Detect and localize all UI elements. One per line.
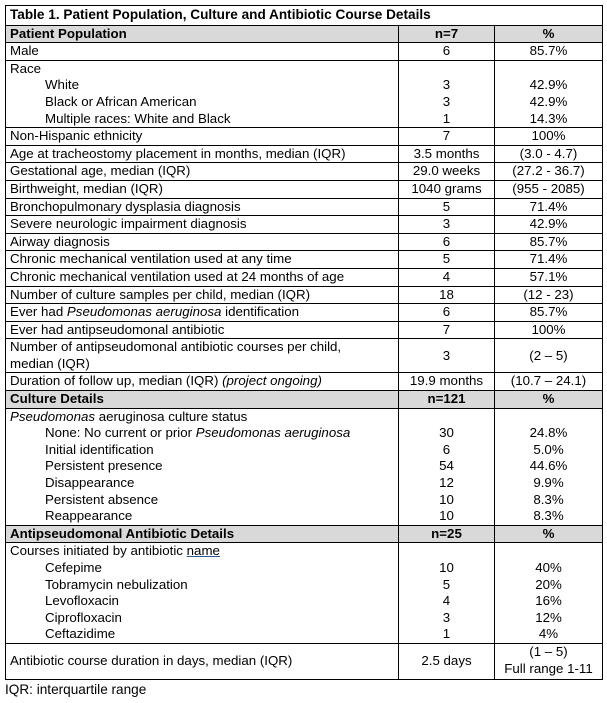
antibiotic-label: Tobramycin nebulization [45, 576, 188, 592]
label-post: aeruginosa culture status [95, 408, 248, 424]
row-n: 2.5 days [399, 643, 495, 679]
label-pre: Ever had [10, 304, 67, 320]
header-n: n=7 [399, 25, 495, 43]
row-label: Antibiotic course duration in days, median (IQR) [6, 643, 399, 679]
table-row-culture-status [6, 408, 603, 525]
row-label: Age at tracheostomy placement in months, median (IQR) [6, 145, 399, 163]
race-label: Race [10, 60, 42, 76]
culture-status-n: 54 [439, 458, 454, 474]
culture-status-label: Reappearance [45, 508, 133, 524]
label-italic: (project ongoing) [222, 373, 322, 389]
antibiotic-pct: 4% [538, 626, 559, 642]
antibiotic-pct: 20% [535, 576, 562, 592]
culture-none [10, 425, 394, 442]
race-multiple: Multiple races: White and Black [45, 110, 231, 126]
antibiotic-label: Cefepime [45, 560, 102, 575]
duration-iqr: (1 – 5) [529, 643, 568, 659]
row-label [6, 60, 399, 127]
table-row [6, 145, 603, 163]
antibiotic-n: 10 [439, 560, 454, 575]
table-row-duration [6, 643, 603, 679]
row-label: Birthweight, median (IQR) [6, 180, 399, 198]
culture-status-n: 6 [442, 441, 451, 457]
culture-status-n: 10 [439, 491, 454, 507]
row-pct [495, 60, 603, 127]
row-pct: (27.2 - 36.7) [495, 163, 603, 181]
culture-status-pct: 44.6% [529, 458, 568, 474]
culture-status-label: Persistent absence [45, 491, 159, 507]
section-header-patient [6, 25, 603, 43]
race-white-pct: 42.9% [529, 77, 568, 93]
row-n: 19.9 months [399, 373, 495, 391]
culture-status-pct: 5.0% [533, 441, 564, 457]
row-label: Airway diagnosis [6, 233, 399, 251]
duration-full-range: Full range 1-11 [504, 660, 593, 676]
table-row-antibiotic-courses [6, 543, 603, 644]
row-label: Chronic mechanical ventilation used at 24 months of age [6, 268, 399, 286]
culture-none-n: 30 [439, 425, 454, 441]
label-pre: Courses initiated by antibiotic [10, 543, 187, 559]
table-container [5, 5, 602, 697]
culture-status-pct: 8.3% [533, 508, 564, 524]
label-italic: Pseudomonas aeruginosa [66, 304, 222, 320]
antibiotic-pct: 40% [535, 560, 562, 575]
row-label [6, 543, 399, 644]
race-black: Black or African American [45, 93, 197, 109]
header-pct: % [495, 25, 603, 43]
row-n: 5 [399, 251, 495, 269]
row-label: Ever had antipseudomonal antibiotic [6, 321, 399, 339]
row-label [6, 304, 399, 322]
antibiotic-n: 4 [442, 593, 451, 609]
row-pct: 42.9% [495, 216, 603, 234]
row-pct: (955 - 2085) [495, 180, 603, 198]
row-label [6, 373, 399, 391]
header-n: n=121 [399, 391, 495, 409]
row-pct: (12 - 23) [495, 286, 603, 304]
culture-status-n: 10 [439, 508, 454, 524]
row-pct [495, 643, 603, 679]
table-row [6, 304, 603, 322]
row-n: 6 [399, 304, 495, 322]
table-row [6, 128, 603, 146]
row-pct: 85.7% [495, 304, 603, 322]
culture-status-label: Disappearance [45, 475, 135, 491]
table-caption-row [6, 6, 603, 26]
row-label: Male [6, 43, 399, 61]
row-label: Gestational age, median (IQR) [6, 163, 399, 181]
culture-status-label [10, 409, 394, 426]
row-n: 3.5 months [399, 145, 495, 163]
culture-status-n: 12 [439, 475, 454, 491]
race-black-pct: 42.9% [529, 93, 568, 109]
row-n: 3 [399, 216, 495, 234]
table-row [6, 233, 603, 251]
antibiotic-label: Ciprofloxacin [45, 609, 122, 625]
row-pct: (3.0 - 4.7) [495, 145, 603, 163]
antibiotic-n: 5 [442, 576, 451, 592]
table-row [6, 339, 603, 373]
row-n: 6 [399, 233, 495, 251]
section-header-antibiotic [6, 525, 603, 543]
label-italic: Pseudomonas aeruginosa [195, 425, 351, 441]
antibiotic-n: 1 [442, 626, 451, 642]
row-n: 4 [399, 268, 495, 286]
race-white: White [45, 77, 79, 93]
row-n [399, 543, 495, 644]
row-pct: 57.1% [495, 268, 603, 286]
row-label: Bronchopulmonary dysplasia diagnosis [6, 198, 399, 216]
row-pct: 85.7% [495, 43, 603, 61]
row-label [6, 339, 399, 373]
row-n [399, 60, 495, 127]
row-pct [495, 408, 603, 525]
row-n: 29.0 weeks [399, 163, 495, 181]
race-multiple-pct: 14.3% [529, 110, 568, 126]
label-pre: None: No current or prior [45, 425, 196, 441]
table-row-race [6, 60, 603, 127]
row-label: Severe neurologic impairment diagnosis [6, 216, 399, 234]
table-row [6, 251, 603, 269]
table-row [6, 216, 603, 234]
table-row [6, 268, 603, 286]
row-pct: 85.7% [495, 233, 603, 251]
row-n [399, 408, 495, 525]
label-line2: median (IQR) [10, 355, 90, 371]
antibiotic-label: Levofloxacin [45, 593, 119, 609]
antibiotic-label: Ceftazidime [45, 626, 116, 642]
row-pct: (10.7 – 24.1) [495, 373, 603, 391]
row-n: 7 [399, 128, 495, 146]
race-multiple-n: 1 [442, 110, 451, 126]
row-label: Chronic mechanical ventilation used at any time [6, 251, 399, 269]
row-label: Number of culture samples per child, median (IQR) [6, 286, 399, 304]
table-row [6, 373, 603, 391]
label-pre: Duration of follow up, median (IQR) [10, 373, 223, 389]
header-n: n=25 [399, 525, 495, 543]
culture-status-label: Persistent presence [45, 458, 163, 474]
row-n: 3 [399, 339, 495, 373]
row-label: Non-Hispanic ethnicity [6, 128, 399, 146]
race-black-n: 3 [442, 93, 451, 109]
row-pct: (2 – 5) [495, 339, 603, 373]
patient-table [5, 5, 603, 680]
courses-initiated-label [10, 543, 394, 560]
culture-status-pct: 9.9% [533, 475, 564, 491]
row-n: 1040 grams [399, 180, 495, 198]
culture-status-pct: 8.3% [533, 491, 564, 507]
row-n: 6 [399, 43, 495, 61]
row-pct [495, 543, 603, 644]
table-footnote: IQR: interquartile range [5, 681, 147, 697]
table-row [6, 43, 603, 61]
header-label: Culture Details [6, 391, 399, 409]
label-post: identification [221, 304, 300, 320]
table-row [6, 286, 603, 304]
row-pct: 100% [495, 128, 603, 146]
header-pct: % [495, 525, 603, 543]
antibiotic-pct: 16% [535, 593, 562, 609]
table-caption: Table 1. Patient Population, Culture and Antibiotic Course Details [6, 6, 603, 26]
row-n: 5 [399, 198, 495, 216]
section-header-culture [6, 391, 603, 409]
antibiotic-n: 3 [442, 609, 451, 625]
antibiotic-pct: 12% [535, 609, 562, 625]
row-pct: 100% [495, 321, 603, 339]
row-pct: 71.4% [495, 251, 603, 269]
culture-status-label: Initial identification [45, 441, 154, 457]
table-row [6, 198, 603, 216]
table-row [6, 180, 603, 198]
label-line1: Number of antipseudomonal antibiotic courses per child, [10, 339, 342, 355]
table-row [6, 163, 603, 181]
row-n: 7 [399, 321, 495, 339]
row-label [6, 408, 399, 525]
header-pct: % [495, 391, 603, 409]
row-pct: 71.4% [495, 198, 603, 216]
header-label: Antipseudomonal Antibiotic Details [6, 525, 399, 543]
row-n: 18 [399, 286, 495, 304]
culture-none-pct: 24.8% [529, 425, 568, 441]
race-white-n: 3 [442, 77, 451, 93]
table-row [6, 321, 603, 339]
header-label: Patient Population [6, 25, 399, 43]
label-underlined: name [186, 543, 220, 559]
label-italic: Pseudomonas [10, 408, 96, 424]
